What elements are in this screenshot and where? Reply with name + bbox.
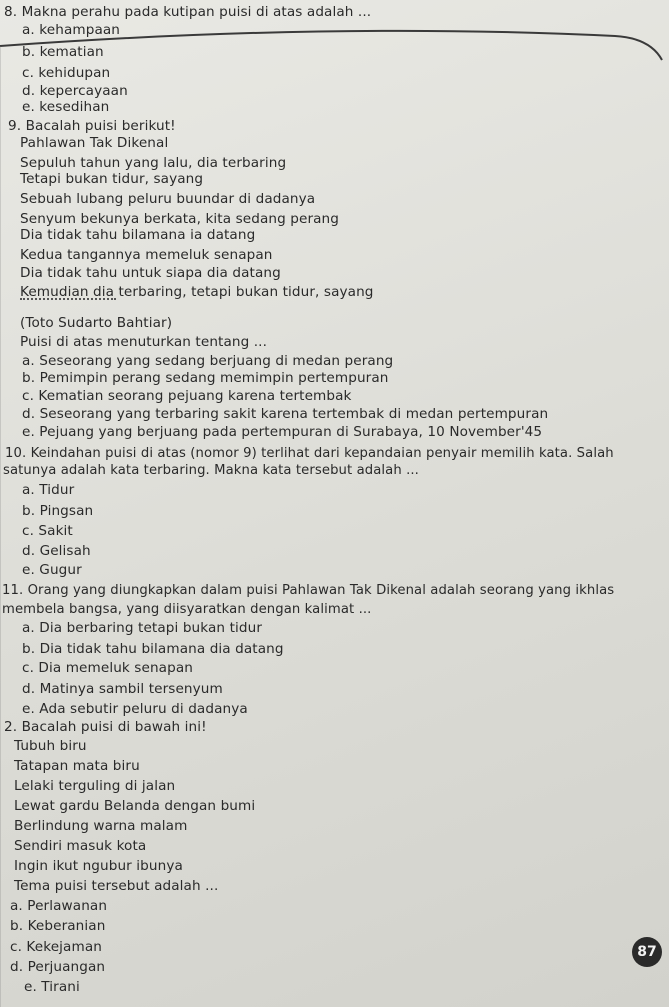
- q11-option-d: d. Matinya sambil tersenyum: [22, 681, 223, 697]
- q10-option-d: d. Gelisah: [22, 543, 91, 559]
- ellipsis-dots: [20, 296, 116, 300]
- q8-option-d: d. kepercayaan: [22, 83, 128, 99]
- q8-option-c: c. kehidupan: [22, 65, 111, 81]
- q8-option-e: e. kesedihan: [22, 99, 110, 115]
- q10-question-line2: satunya adalah kata terbaring. Makna kata tersebut adalah ...: [3, 463, 419, 478]
- q10-question-line1: 10. Keindahan puisi di atas (nomor 9) terlihat dari kepandaian penyair memilih kata. Salah: [5, 446, 614, 461]
- q12-poem-title: Tubuh biru: [14, 738, 87, 754]
- q12-option-e: e. Tirani: [24, 979, 80, 995]
- q12-poem-line: Lewat gardu Belanda dengan bumi: [14, 798, 256, 814]
- q9-option-a: a. Seseorang yang sedang berjuang di medan perang: [22, 353, 394, 369]
- q12-option-b: b. Keberanian: [10, 918, 106, 934]
- q9-option-d: d. Seseorang yang terbaring sakit karena tertembak di medan pertempuran: [22, 406, 549, 422]
- q9-intro: 9. Bacalah puisi berikut!: [8, 118, 176, 134]
- q9-poem-line: Sepuluh tahun yang lalu, dia terbaring: [20, 155, 287, 171]
- q9-poem-line: Tetapi bukan tidur, sayang: [20, 171, 204, 187]
- q12-option-a: a. Perlawanan: [10, 898, 108, 914]
- q12-poem-line: Sendiri masuk kota: [14, 838, 147, 854]
- q9-poem-line: Senyum bekunya berkata, kita sedang perang: [20, 211, 340, 227]
- q12-intro: 2. Bacalah puisi di bawah ini!: [4, 719, 207, 735]
- q11-question-line1: 11. Orang yang diungkapkan dalam puisi Pahlawan Tak Dikenal adalah seorang yang ikhlas: [2, 583, 615, 598]
- q8-option-b: b. kematian: [22, 44, 104, 60]
- page-number-badge: 87: [632, 937, 662, 967]
- q9-poem-line: Dia tidak tahu untuk siapa dia datang: [20, 265, 281, 281]
- q9-poem-line: Sebuah lubang peluru buundar di dadanya: [20, 191, 316, 207]
- q9-poem-title: Pahlawan Tak Dikenal: [20, 135, 169, 151]
- q8-question: 8. Makna perahu pada kutipan puisi di atas adalah ...: [4, 4, 372, 20]
- q10-option-b: b. Pingsan: [22, 503, 94, 519]
- q9-option-b: b. Pemimpin perang sedang memimpin pertempuran: [22, 370, 389, 386]
- q12-poem-line: Tatapan mata biru: [14, 758, 140, 774]
- q11-question-line2: membela bangsa, yang diisyaratkan dengan kalimat ...: [2, 602, 372, 617]
- q12-option-d: d. Perjuangan: [10, 959, 106, 975]
- q12-poem-line: Berlindung warna malam: [14, 818, 188, 834]
- q10-option-e: e. Gugur: [22, 562, 82, 578]
- q10-option-a: a. Tidur: [22, 482, 75, 498]
- q11-option-b: b. Dia tidak tahu bilamana dia datang: [22, 641, 284, 657]
- q11-option-c: c. Dia memeluk senapan: [22, 660, 193, 676]
- q11-option-e: e. Ada sebutir peluru di dadanya: [22, 701, 248, 717]
- q9-option-c: c. Kematian seorang pejuang karena tertembak: [22, 388, 352, 404]
- q12-poem-line: Lelaki terguling di jalan: [14, 778, 176, 794]
- q12-poem-line: Ingin ikut ngubur ibunya: [14, 858, 183, 874]
- q9-question: Puisi di atas menuturkan tentang ...: [20, 334, 268, 350]
- q11-option-a: a. Dia berbaring tetapi bukan tidur: [22, 620, 263, 636]
- q8-option-a: a. kehampaan: [22, 22, 121, 38]
- q9-poem-line: Kemudian dia terbaring, tetapi bukan tidur, sayang: [20, 284, 374, 300]
- q9-author: (Toto Sudarto Bahtiar): [20, 315, 173, 331]
- q9-option-e: e. Pejuang yang berjuang pada pertempuran di Surabaya, 10 November'45: [22, 424, 543, 440]
- q10-option-c: c. Sakit: [22, 523, 73, 539]
- q9-poem-line: Kedua tangannya memeluk senapan: [20, 247, 273, 263]
- q9-poem-line: Dia tidak tahu bilamana ia datang: [20, 227, 256, 243]
- q12-question: Tema puisi tersebut adalah ...: [14, 878, 219, 894]
- q12-option-c: c. Kekejaman: [10, 939, 102, 955]
